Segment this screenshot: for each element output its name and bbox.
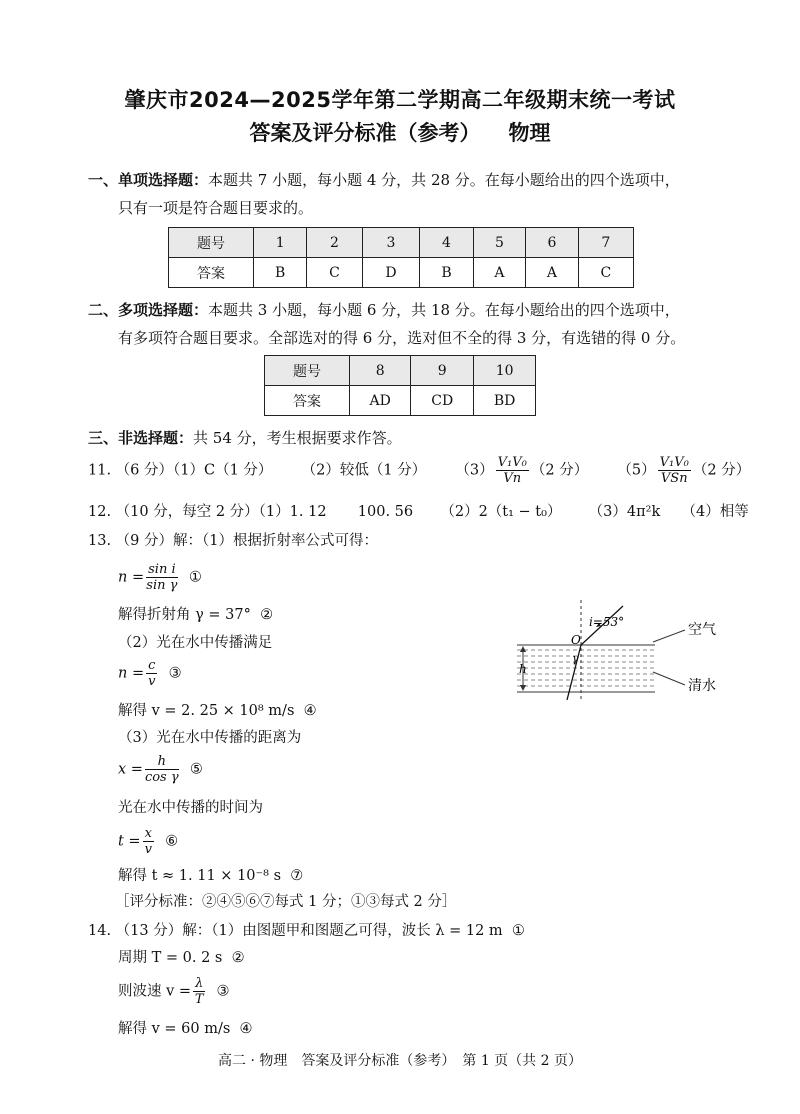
question-number: 4 (420, 228, 473, 258)
row-label: 题号 (169, 228, 254, 258)
eq-fraction (145, 754, 179, 785)
q13-scoring-note: ［评分标准：②④⑤⑥⑦每式 1 分；①③每式 2 分］ (115, 894, 457, 910)
q11-part3-score: （2 分） (530, 462, 589, 479)
q13-intro: （9 分）解：（1）根据折射率公式可得： (115, 533, 378, 549)
multiple-choice-answer-table (264, 355, 536, 416)
single-choice-answer-table (168, 227, 634, 288)
water-region (517, 650, 655, 686)
incident-angle-label: i=53° (589, 615, 625, 629)
q14-line2 (118, 946, 245, 967)
section-single-choice (88, 166, 728, 222)
q13-eq1 (118, 562, 202, 593)
refraction-diagram (505, 600, 745, 710)
q13-line6: 光在水中传播的时间为 (118, 800, 263, 816)
q14-intro: （13 分）解：（1）由图题甲和图题乙可得，波长 λ = 12 m (115, 923, 503, 939)
depth-arrow-head-bottom (520, 685, 526, 691)
question-number: 1 (254, 228, 307, 258)
exam-title: 肇庆市2024—2025学年第二学期高二年级期末统一考试 (124, 88, 676, 112)
numerator: h (145, 754, 179, 770)
section2-heading: 二、多项选择题： (88, 301, 209, 319)
section-free-response (88, 424, 728, 452)
question-number: 12. (88, 504, 112, 520)
answer-cell: A (473, 258, 526, 288)
question-number: 10 (474, 356, 536, 386)
answer-cell: AD (350, 386, 411, 416)
question-number: 5 (473, 228, 526, 258)
section1-text-2: 只有一项是符合题目要求的。 (118, 199, 314, 217)
denominator: v (144, 842, 152, 857)
water-label: 清水 (688, 678, 716, 694)
eq-tag: ④ (303, 703, 317, 719)
eq-fraction (143, 826, 154, 857)
section2-text: 本题共 3 小题，每小题 6 分，共 18 分。在每小题给出的四个选项中， (208, 301, 680, 319)
answer-cell: CD (411, 386, 474, 416)
eq-tag: ④ (239, 1021, 253, 1037)
page-footer: 高二 · 物理 答案及评分标准（参考） 第 1 页（共 2 页） (218, 1053, 582, 1069)
eq-fraction (146, 658, 157, 689)
answer-cell: B (420, 258, 473, 288)
table-row-answers (169, 258, 634, 288)
q12-part1: （10 分，每空 2 分）（1）1. 12 (115, 504, 327, 520)
question-number: 9 (411, 356, 474, 386)
q13-eq3 (118, 658, 182, 689)
eq-tag: ① (511, 923, 525, 939)
section1-heading: 一、单项选择题： (88, 171, 209, 189)
denominator: Vn (503, 471, 522, 486)
eq-tag: ⑤ (189, 761, 203, 778)
numerator: sin i (148, 562, 176, 577)
eq-lhs: n = (118, 665, 145, 682)
q13-line5: （3）光在水中传播的距离为 (118, 730, 302, 746)
q14-eq3 (118, 976, 230, 1007)
eq-tag: ② (231, 950, 245, 966)
denominator: VSn (660, 471, 688, 486)
result-text: 解得 v = 60 m/s (118, 1021, 231, 1037)
section3-text: 共 54 分，考生根据要求作答。 (193, 429, 402, 447)
air-label: 空气 (688, 622, 716, 638)
q13-eq6 (118, 826, 178, 857)
eq-fraction (146, 562, 178, 593)
table-row-numbers (265, 356, 536, 386)
eq-tag: ⑦ (290, 868, 304, 884)
answer-cell: C (578, 258, 633, 288)
question-number: 14. (88, 923, 112, 939)
q13-eq5 (118, 754, 203, 785)
denominator: T (194, 992, 204, 1007)
question-number: 8 (350, 356, 411, 386)
row-label: 答案 (169, 258, 254, 288)
question-number: 3 (362, 228, 420, 258)
refraction-angle-label: γ (572, 652, 579, 665)
answer-cell: C (307, 258, 362, 288)
q12-part2: （2）2（t₁ − t₀） (440, 504, 562, 520)
table-row-answers (265, 386, 536, 416)
answer-cell: A (526, 258, 579, 288)
depth-arrow-head-top (520, 646, 526, 652)
q13-line7 (118, 864, 303, 885)
eq-tag: ③ (168, 665, 182, 682)
numerator: V₁V₀ (497, 455, 527, 470)
result-text: 周期 T = 0. 2 s (118, 950, 223, 966)
question-number: 2 (307, 228, 362, 258)
denominator: cos γ (144, 770, 179, 785)
question-number: 6 (526, 228, 579, 258)
q13-line3: （2）光在水中传播满足 (118, 635, 273, 651)
q11-part3-label: （3） (455, 462, 494, 479)
answer-key-title (0, 117, 800, 147)
numerator: x (144, 826, 152, 841)
eq-tag: ⑥ (165, 833, 179, 850)
q11-part1: （6 分）（1）C（1 分） (115, 462, 273, 479)
question-number: 11. (88, 462, 112, 479)
q13-line2 (118, 603, 273, 624)
answer-key-label: 答案及评分标准（参考） (249, 121, 481, 145)
denominator: v (148, 674, 156, 689)
result-text: 解得 v = 2. 25 × 10⁸ m/s (118, 703, 295, 719)
result-text: 解得折射角 γ = 37° (118, 607, 251, 623)
numerator: c (148, 658, 156, 673)
q12-part4: （4）相等 (681, 504, 749, 520)
table-row-numbers (169, 228, 634, 258)
question-11 (88, 455, 750, 486)
denominator: sin γ (146, 578, 178, 593)
question-13-intro (88, 529, 378, 550)
result-text: 解得 t ≈ 1. 11 × 10⁻⁸ s (118, 868, 282, 884)
q11-part5-score: （2 分） (692, 462, 751, 479)
section3-heading: 三、非选择题： (88, 429, 194, 447)
subject-label: 物理 (508, 121, 551, 145)
q13-line4 (118, 699, 317, 720)
depth-label: h (519, 662, 527, 676)
question-12 (88, 500, 749, 521)
eq-fraction (193, 976, 205, 1007)
water-leader (653, 672, 685, 685)
eq-tag: ③ (216, 983, 230, 1000)
air-leader (653, 630, 685, 642)
section-multiple-choice (88, 296, 748, 352)
eq-lhs: n = (118, 569, 145, 586)
q11-part2: （2）较低（1 分） (301, 462, 427, 479)
answer-cell: D (362, 258, 420, 288)
question-number: 7 (578, 228, 633, 258)
answer-cell: B (254, 258, 307, 288)
numerator: V₁V₀ (659, 455, 689, 470)
section2-text-2: 有多项符合题目要求。全部选对的得 6 分，选对但不全的得 3 分，有选错的得 0 分。 (118, 329, 686, 347)
question-number: 13. (88, 533, 112, 549)
q12-part3: （3）4π²k (588, 504, 661, 520)
eq-lhs: t = (118, 833, 141, 850)
eq-lhs: 则波速 v = (118, 983, 192, 1000)
q11-part3-fraction (496, 455, 529, 486)
numerator: λ (195, 976, 204, 991)
eq-tag: ② (260, 607, 274, 623)
row-label: 题号 (265, 356, 350, 386)
point-label: O (571, 633, 581, 647)
q14-line4 (118, 1017, 253, 1038)
q11-part5-label: （5） (617, 462, 656, 479)
eq-lhs: x = (118, 761, 143, 778)
eq-tag: ① (188, 569, 202, 586)
question-14-intro (88, 919, 525, 940)
q12-value2: 100. 56 (357, 504, 414, 520)
row-label: 答案 (265, 386, 350, 416)
section1-text: 本题共 7 小题，每小题 4 分，共 28 分。在每小题给出的四个选项中， (208, 171, 680, 189)
q11-part5-fraction (658, 455, 691, 486)
answer-cell: BD (474, 386, 536, 416)
